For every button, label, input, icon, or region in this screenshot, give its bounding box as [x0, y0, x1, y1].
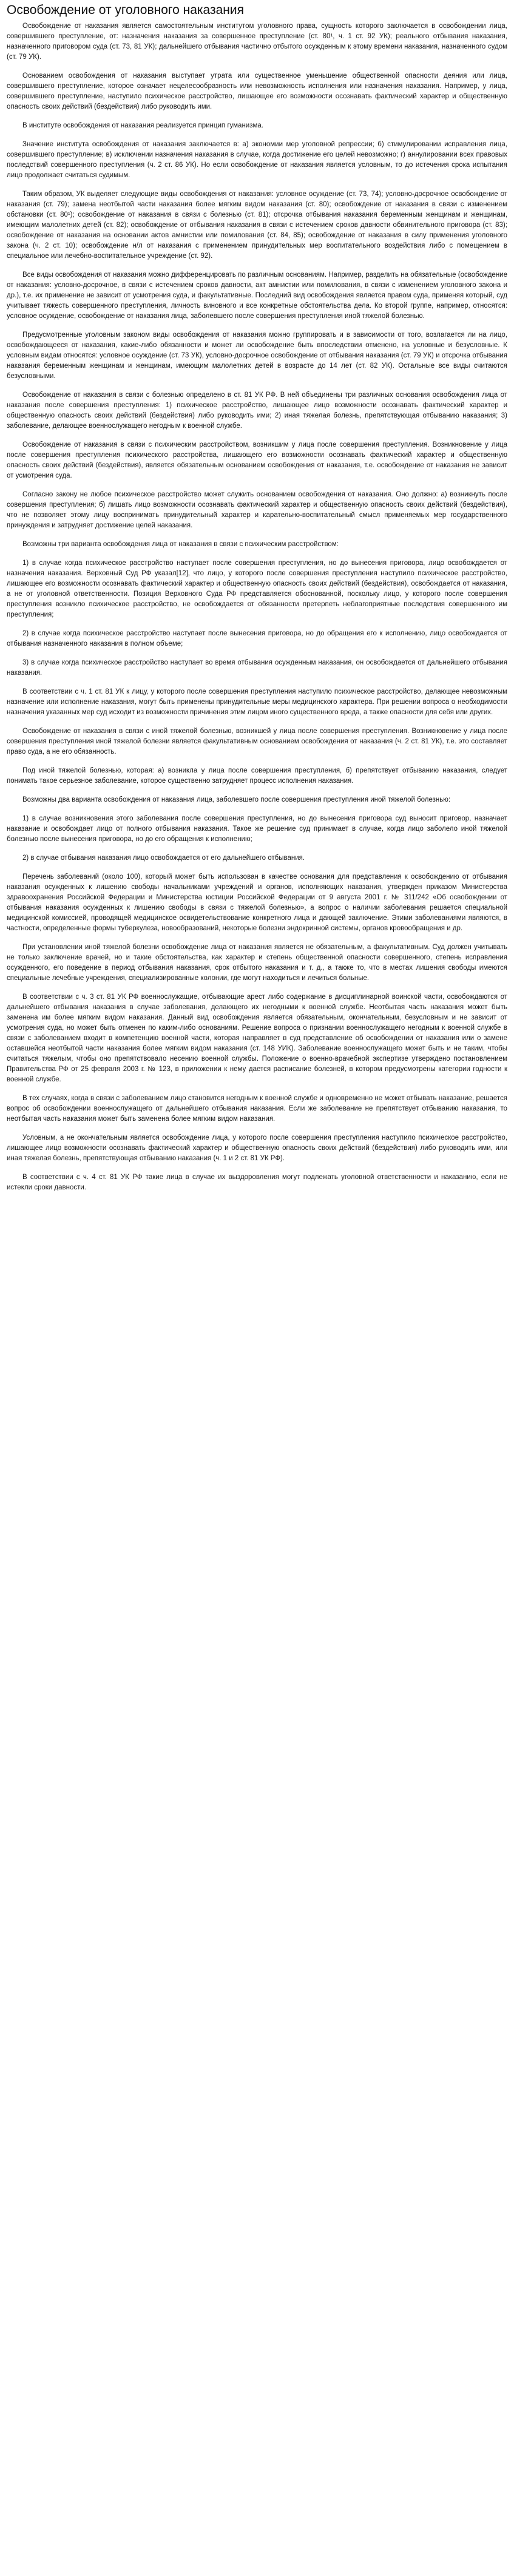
paragraph: Значение института освобождения от наказания заключается в: а) экономии мер уголовной репрессии; б) стимулировании исправления лица, совершившего преступление; в) исключении назначения наказания в случае, когда достижение его целей невозможно; г) аннулировании всех правовых последствий совершенного преступления (ч. 2 ст. 86 УК). Но если освобождение от наказания является условным, то до истечения срока испытания лицо продолжает считаться судимым. — [7, 141, 507, 179]
paragraph: В соответствии с ч. 4 ст. 81 УК РФ такие лица в случае их выздоровления могут подлежать уголовной ответственности и наказанию, если не истекли сроки давности. — [7, 1174, 507, 1191]
paragraph: В соответствии с ч. 3 ст. 81 УК РФ военнослужащие, отбывающие арест либо содержание в дисциплинарной воинской части, освобождаются от дальнейшего отбывания наказания в случае заболевания, делающего их негодными к военной службе. Неотбытая часть наказания может быть заменена им более мягким видом наказания. Данный вид освобождения является обязательным, окончательным, безусловным и не зависит от усмотрения суда, но может быть отменен по каким-либо основаниям. Решение вопроса о признании военнослужащего негодным к военной службе в связи с заболеванием входит в компетенцию военной части, которая направляет в суд представление об освобождении от наказания или о замене оставшейся неотбытой части наказания более мягким видом наказания (ст. 148 УИК). Заболевание военнослужащего может быть и не таким, чтобы считаться тяжелым, чтобы оно препятствовало несению военной службы. Положение о военно-врачебной экспертизе утверждено постановлением Правительства РФ от 25 февраля 2003 г. № 123, в приложении к нему дается расписание болезней, в котором предусмотрены категории годности к военной службе. — [7, 993, 507, 1083]
article-body — [7, 21, 507, 1193]
paragraph: 1) в случае когда психическое расстройство наступает после совершения преступления, но до вынесения приговора, лицо освобождается от назначения наказания. Верховный Суд РФ указал[12], что лицо, у которого после совершения преступления наступило психическое расстройство, лишающее его возможности осознавать фактический характер и общественную опасность своих действий (бездействия), освобождается от наказания, а не от уголовной ответственности. Позиция Верховного Суда РФ представляется обоснованной, поскольку лицо, у которого после совершения преступления возникло психическое расстройство, не освобождается от обязанности претерпеть неблагоприятные последствия совершенного им преступления; — [7, 559, 507, 618]
paragraph: Возможны три варианта освобождения лица от наказания в связи с психическим расстройством: — [22, 541, 339, 548]
paragraph: 2) в случае отбывания наказания лицо освобождается от его дальнейшего отбывания. — [22, 854, 305, 862]
paragraph: 2) в случае когда психическое расстройство наступает после вынесения приговора, но до обращения его к исполнению, лицо освобождается от отбывания назначенного наказания в полном объеме; — [7, 630, 507, 647]
paragraph: Все виды освобождения от наказания можно дифференцировать по различным основаниям. Например, разделить на обязательные (освобождение от наказания: условно-досрочное, в связи с истечением сроков давности, акт амнистии или помилования, в связи с изменением уголовного закона и др.), т.е. их применение не зависит от усмотрения суда, и факультативные. Последний вид освобождения является правом суда, применяя который, суд учитывает тяжесть совершенного преступления, личность виновного и все конкретные обстоятельства дела. Ко второй группе, например, относятся: условное осуждение, освобождение от наказания лица, заболевшего после совершения преступления иной тяжелой болезнью. — [7, 271, 507, 320]
paragraph: Таким образом, УК выделяет следующие виды освобождения от наказания: условное осуждение (ст. 73, 74); условно-досрочное освобождение от наказания (ст. 79); замена неотбытой части наказания более мягким видом наказания (ст. 80); освобождение от наказания в связи с изменением обстановки (ст. 80¹); освобождение от наказания в связи с болезнью (ст. 81); отсрочка отбывания наказания беременным женщинам и женщинам, имеющим малолетних детей (ст. 82); освобождение от отбывания наказания в связи с истечением сроков давности обвинительного приговора (ст. 83); освобождение от наказания на основании актов амнистии или помилования (ст. 84, 85); освобождение от наказания в силу применения уголовного закона (ч. 2 ст. 10); освобождение н/л от наказания с применением принудительных мер воспитательного воздействия либо с помещением в специальное или лечебно-воспитательное учреждение (ст. 92). — [7, 191, 507, 260]
paragraph: Перечень заболеваний (около 100), который может быть использован в качестве основания для представления к освобождению от отбывания наказания осужденных к лишению свободы начальниками учреждений и органов, исполняющих наказания, утвержден приказом Министерства здравоохранения Российской Федерации и Министерства юстиции Российской Федерации от 9 августа 2001 г. № 311/242 «Об освобождении от отбывания наказания осужденных к лишению свободы в связи с тяжелой болезнью», а вопрос о наличии заболевания решается специальной медицинской комиссией, проводящей медицинское освидетельствование конкретного лица и дающей заключение. Этими заболеваниями являются, в частности, определенные формы туберкулеза, новообразований, некоторые болезни эндокринной системы, органов кровообращения и др. — [7, 873, 507, 932]
paragraph: В соответствии с ч. 1 ст. 81 УК к лицу, у которого после совершения преступления наступило психическое расстройство, делающее невозможным назначение или исполнение наказания, могут быть применены принудительные меры медицинского характера. При решении вопроса о необходимости назначения указанных мер суд исходит из возможности причинения этим лицом иного существенного вреда, а также опасности для себя или других. — [7, 688, 507, 716]
paragraph: 3) в случае когда психическое расстройство наступает во время отбывания осужденным наказания, он освобождается от дальнейшего отбывания наказания. — [7, 659, 507, 677]
paragraph: Освобождение от наказания в связи с иной тяжелой болезнью, возникшей у лица после совершения преступления. Возникновение у лица после совершения преступления иной тяжелой болезни является факультативным основанием освобождения от наказания (ч. 2 ст. 81 УК), т.е. это составляет право суда, а не его обязанность. — [7, 728, 507, 756]
paragraph: Основанием освобождения от наказания выступает утрата или существенное уменьшение общественной опасности деяния или лица, совершившего преступление, которое означает нецелесообразность или невозможность исполнения или назначения наказания. Например, у лица, совершившего преступление, наступило психическое расстройство, лишающее его возможности осознавать фактический характер и общественную опасность своих действий (бездействия) либо руководить ими. — [7, 72, 507, 110]
paragraph: Освобождение от наказания является самостоятельным институтом уголовного права, сущность которого заключается в освобождении лица, совершившего преступление, от: назначения наказания за совершенное преступление (ст. 80¹, ч. 1 ст. 92 УК); реального отбывания наказания, назначенного приговором суда (ст. 73, 81 УК); дальнейшего отбывания частично отбытого осужденным к этому времени наказания, назначенного судом (ст. 79 УК). — [7, 22, 507, 61]
paragraph: Возможны два варианта освобождения от наказания лица, заболевшего после совершения преступления иной тяжелой болезнью: — [22, 796, 451, 803]
page-title: Освобождение от уголовного наказания — [7, 3, 245, 17]
paragraph: Освобождение от наказания в связи с психическим расстройством, возникшим у лица после совершения преступления. Возникновение у лица после совершения преступления психического расстройства, лишающего его возможности осознавать фактический характер и общественную опасность своих действий (бездействия), является обязательным основанием освобождения от наказания, т.е. освобождение от наказания не зависит от усмотрения суда. — [7, 441, 507, 479]
paragraph: В институте освобождения от наказания реализуется принцип гуманизма. — [22, 122, 263, 129]
paragraph: Освобождение от наказания в связи с болезнью определено в ст. 81 УК РФ. В ней объединены три различных основания освобождения лица от наказания после совершения преступления: 1) психическое расстройство, лишающее лицо возможности осознавать фактический характер и общественную опасность своих действий (бездействия) либо руководить ими; 2) иная тяжелая болезнь, препятствующая отбыванию наказания; 3) заболевание, делающее военнослужащего негодным к военной службе. — [7, 391, 507, 430]
paragraph: Предусмотренные уголовным законом виды освобождения от наказания можно группировать и в зависимости от того, возлагается ли на лицо, освобождающееся от наказания, какие-либо обязанности и может ли освобождение быть впоследствии отменено, на условные и безусловные. К условным видам относятся: условное осуждение (ст. 73 УК), условно-досрочное освобождение от отбывания наказания (ст. 79 УК) и отсрочка отбывания наказания беременным женщинам и женщинам, имеющим малолетних детей в возрасте до 14 лет (ст. 82 УК). Остальные все виды считаются безусловными. — [7, 331, 507, 380]
paragraph: 1) в случае возникновения этого заболевания после совершения преступления, но до вынесения приговора суд выносит приговор, назначает наказание и освобождает лицо от полного отбывания наказания. Такое же решение суд принимает в случае, когда лицо заболело иной тяжелой болезнью после вынесения приговора, но до его обращения к исполнению; — [7, 815, 507, 843]
paragraph: При установлении иной тяжелой болезни освобождение лица от наказания является не обязательным, а факультативным. Суд должен учитывать не только заключение врачей, но и такие обстоятельства, как характер и степень общественной опасности совершенного, степень исправления осужденного, его поведение в период отбывания наказания, срок отбытого наказания и т. д., а также то, что в местах лишения свободы имеются специальные лечебные учреждения, специализированные колонии, где могут находиться и лечиться больные. — [7, 944, 507, 982]
paragraph: В тех случаях, когда в связи с заболеванием лицо становится негодным к военной службе и одновременно не может отбывать наказание, решается вопрос об освобождении военнослужащего от дальнейшего отбывания наказания. Если же заболевание не препятствует отбыванию наказания, то неотбытая часть наказания может быть заменена более мягким видом наказания. — [7, 1095, 507, 1123]
paragraph: Условным, а не окончательным является освобождение лица, у которого после совершения преступления наступило психическое расстройство, лишающее лицо возможности осознавать фактический характер и общественную опасность своих действий (бездействия) либо руководить ими, или иная тяжелая болезнь, препятствующая отбыванию наказания (ч. 1 и 2 ст. 81 УК РФ). — [7, 1134, 507, 1162]
paragraph: Под иной тяжелой болезнью, которая: а) возникла у лица после совершения преступления, б) препятствует отбыванию наказания, следует понимать такое серьезное заболевание, которое существенно затрудняет процесс исполнения наказания. — [7, 767, 507, 785]
document-page — [0, 0, 514, 1208]
paragraph: Согласно закону не любое психическое расстройство может служить основанием освобождения от наказания. Оно должно: а) возникнуть после совершения преступления; б) лишать лицо возможности осознавать фактический характер и общественную опасность своих действий (бездействия), что не позволяет этому лицу воспринимать принудительный характер и карательно-воспитательный смысл применяемых мер государственного принуждения и затрудняет достижение целей наказания. — [7, 491, 507, 529]
